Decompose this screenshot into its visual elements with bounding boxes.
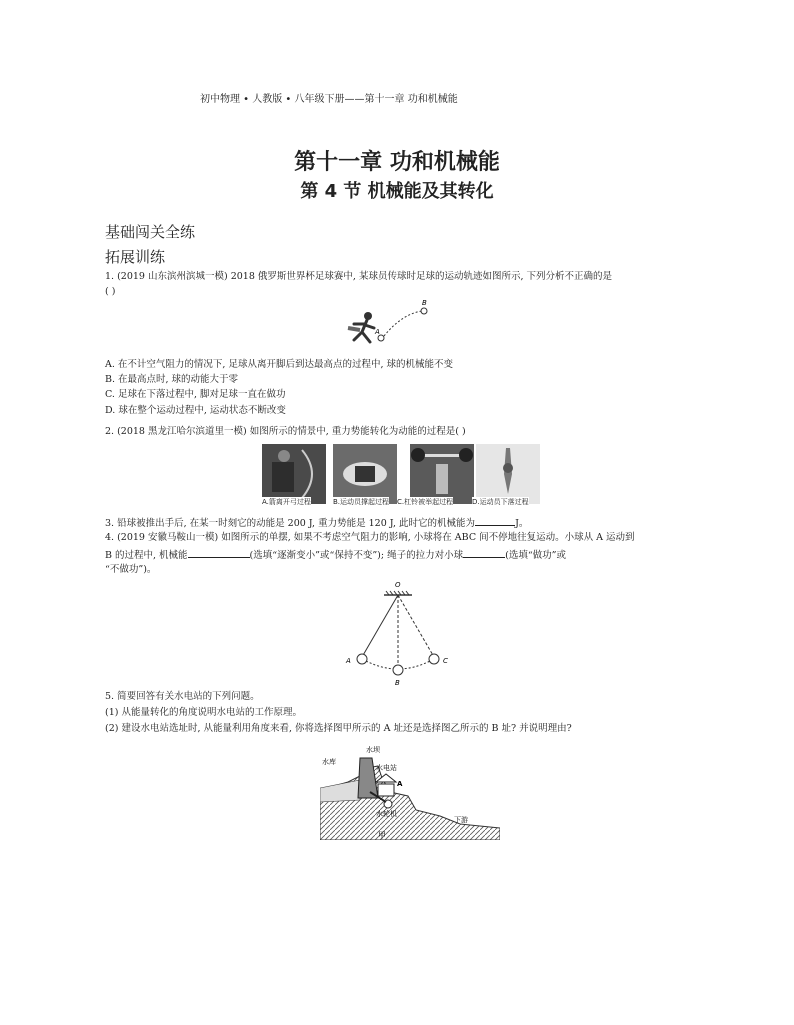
ball-a (357, 654, 367, 664)
q1-option-b: B. 在最高点时, 球的动能大于零 (105, 374, 239, 385)
dam (358, 758, 378, 798)
q1-soccer-figure (340, 298, 450, 353)
power-station (378, 784, 394, 796)
q1-option-c: C. 足球在下落过程中, 脚对足球一直在做功 (105, 389, 286, 400)
label-site-a: A (397, 780, 403, 788)
section-heading-extension: 拓展训练 (105, 248, 166, 266)
page-header: 初中物理 • 人教版 • 八年级下册——第十一章 功和机械能 (200, 94, 458, 105)
chapter-title: 第十一章 功和机械能 (294, 150, 500, 175)
ceiling-support (384, 591, 412, 595)
q1-answer-bracket: ( ) (105, 286, 116, 297)
q5-hydropower-figure (320, 740, 500, 840)
q3-blank[interactable] (475, 515, 515, 526)
string-a (362, 595, 398, 657)
q2-caption-b: B.运动员撑起过程 (333, 498, 390, 506)
q4-blank-1[interactable] (188, 547, 250, 558)
q4-text-a: B 的过程中, 机械能 (105, 550, 188, 561)
label-b: B (395, 679, 400, 687)
q2-stem: 2. (2018 黑龙江哈尔滨道里一模) 如图所示的情景中, 重力势能转化为动能的过程是( ) (105, 426, 466, 437)
q4-pendulum-figure (340, 577, 460, 687)
label-o: O (395, 581, 401, 589)
section-title: 第 4 节 机械能及其转化 (300, 181, 494, 202)
ball-trajectory (384, 311, 422, 336)
reservoir-water (320, 780, 360, 802)
label-c: C (443, 657, 448, 665)
player-figure (348, 312, 374, 342)
terrain (320, 766, 500, 840)
ball-c (429, 654, 439, 664)
q3-text-after: J。 (515, 518, 529, 529)
q2-caption-d: D.运动员下落过程 (472, 498, 529, 506)
q2-photo-archery (262, 444, 326, 504)
label-station: 水电站 (376, 764, 397, 772)
q2-photo-pole-vault (333, 444, 397, 504)
q4-text-b: (选填“逐渐变小”或“保持不变”); 绳子的拉力对小球 (249, 550, 464, 561)
q1-option-a: A. 在不计空气阻力的情况下, 足球从离开脚后到达最高点的过程中, 球的机械能不变 (105, 359, 453, 370)
q3-text-before: 3. 铅球被推出手后, 在某一时刻它的动能是 200 J, 重力势能是 120 J, 此时它的机械能为 (105, 518, 476, 529)
q4-line1: 4. (2019 安徽马鞍山一模) 如图所示的单摆, 如果不考虑空气阻力的影响, 小球将在 ABC 间不停地往复运动。小球从 A 运动到 (105, 532, 635, 543)
label-dam: 水坝 (366, 746, 380, 754)
label-a: A (346, 657, 351, 665)
q3-text (105, 515, 528, 530)
q5-sub1: (1) 从能量转化的角度说明水电站的工作原理。 (105, 707, 302, 718)
label-b: B (422, 299, 427, 307)
label-turbine: 水轮机 (376, 810, 397, 818)
section-heading-basic: 基础闯关全练 (105, 223, 196, 241)
label-a: A (375, 328, 380, 336)
label-downstream: 下游 (454, 816, 468, 824)
label-reservoir: 水库 (322, 758, 336, 766)
q5-stem: 5. 简要回答有关水电站的下列问题。 (105, 691, 260, 702)
string-c (398, 595, 434, 657)
q4-line3: “不做功”)。 (105, 564, 157, 575)
q2-caption-a: A.箭离开弓过程 (262, 498, 311, 506)
figure-caption: 甲 (378, 831, 386, 840)
q2-caption-c: C.杠铃被举起过程 (397, 498, 454, 506)
q2-photo-diving (476, 444, 540, 504)
q4-line2 (105, 547, 566, 562)
q5-sub2: (2) 建设水电站选址时, 从能量利用角度来看, 你将选择图甲所示的 A 址还是选择图乙所示的 B 址? 并说明理由? (105, 723, 572, 734)
ball-b (393, 665, 403, 675)
q1-stem: 1. (2019 山东滨州滨城一模) 2018 俄罗斯世界杯足球赛中, 某球员传球时足球的运动轨迹如图所示, 下列分析不正确的是 (105, 271, 612, 282)
ball-b (421, 308, 427, 314)
q4-text-c: (选填“做功”或 (505, 550, 567, 561)
q1-option-d: D. 球在整个运动过程中, 运动状态不断改变 (105, 405, 286, 416)
q4-blank-2[interactable] (463, 547, 505, 558)
q2-photo-weightlifting (410, 444, 474, 504)
